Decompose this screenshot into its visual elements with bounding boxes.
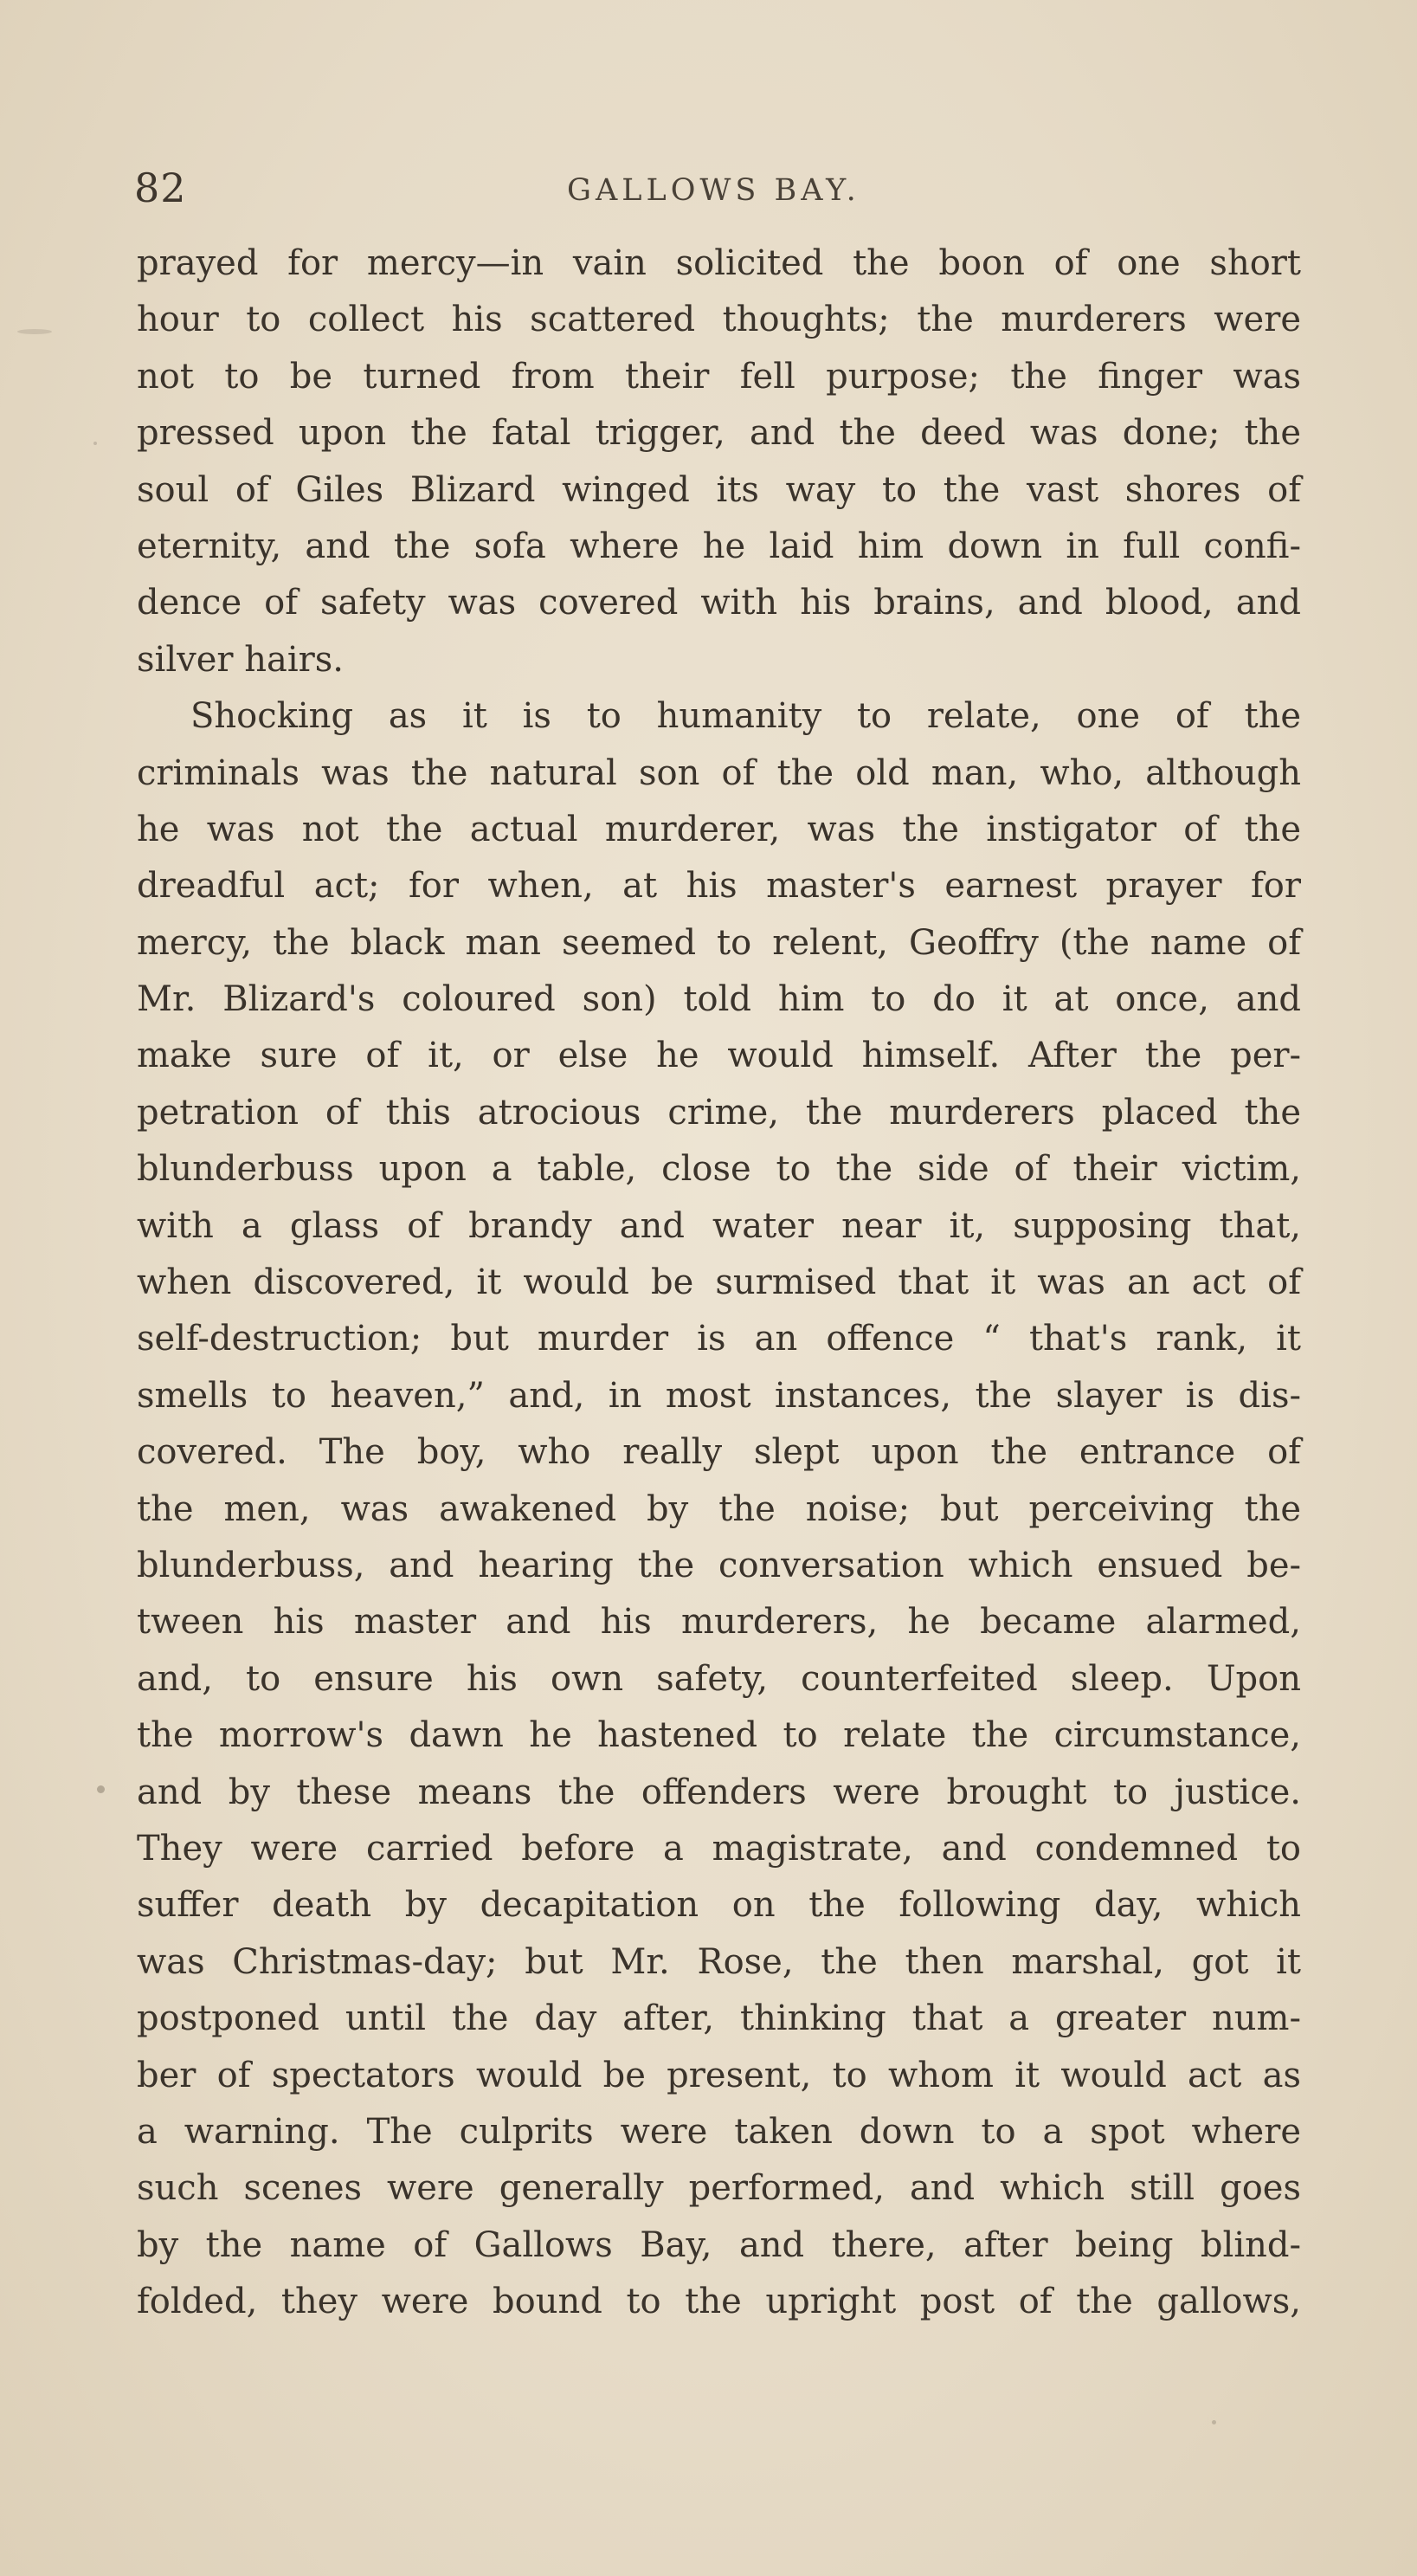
text-line: dreadful act; for when, at his master's earnest prayer for (137, 866, 1301, 907)
ink-speck (1212, 2420, 1216, 2424)
text-line: smells to heaven,” and, in most instances, the slayer is dis- (137, 1375, 1301, 1416)
text-line: suffer death by decapitation on the following day, which (137, 1885, 1301, 1926)
text-line: Shocking as it is to humanity to relate, one of the (190, 696, 1301, 737)
text-line: not to be turned from their fell purpose; the finger was (137, 356, 1301, 397)
text-line: the men, was awakened by the noise; but perceiving the (137, 1488, 1301, 1529)
text-line: the morrow's dawn he hastened to relate the circumstance, (137, 1715, 1301, 1756)
text-line: blunderbuss, and hearing the conversation which ensued be- (137, 1545, 1301, 1585)
text-line: tween his master and his murderers, he became alarmed, (137, 1602, 1301, 1643)
ink-speck (93, 442, 97, 445)
text-line: hour to collect his scattered thoughts; the murderers were (137, 300, 1301, 340)
text-line: postponed until the day after, thinking that a greater num- (137, 1998, 1301, 2039)
text-line: with a glass of brandy and water near it, supposing that, (137, 1205, 1301, 1246)
text-line: They were carried before a magistrate, and condemned to (137, 1828, 1301, 1869)
text-line: was Christmas-day; but Mr. Rose, the then marshal, got it (137, 1941, 1301, 1982)
text-line: and, to ensure his own safety, counterfeited sleep. Upon (137, 1658, 1301, 1699)
text-line: pressed upon the fatal trigger, and the deed was done; the (137, 413, 1301, 454)
text-line: mercy, the black man seemed to relent, Geoffry (the name of (137, 922, 1301, 963)
running-title: GALLOWS BAY. (567, 173, 860, 208)
text-line: criminals was the natural son of the old man, who, although (137, 752, 1301, 793)
text-line: folded, they were bound to the upright post of the gallows, (137, 2282, 1301, 2322)
text-line: soul of Giles Blizard winged its way to the vast shores of (137, 469, 1301, 510)
text-line: covered. The boy, who really slept upon the entrance of (137, 1432, 1301, 1473)
text-line: make sure of it, or else he would himself. After the per- (137, 1036, 1301, 1076)
text-line: petration of this atrocious crime, the murderers placed the (137, 1092, 1301, 1133)
text-line: such scenes were generally performed, and which still goes (137, 2168, 1301, 2209)
ink-speck (97, 1785, 105, 1793)
text-line: silver hairs. (137, 639, 344, 680)
text-line: and by these means the offenders were brought to justice. (137, 1772, 1301, 1812)
page-number: 82 (134, 165, 187, 211)
text-line: a warning. The culprits were taken down to a spot where (137, 2111, 1301, 2152)
ink-speck (17, 329, 52, 334)
text-line: self-destruction; but murder is an offence “ that's rank, it (137, 1319, 1301, 1359)
text-line: by the name of Gallows Bay, and there, after being blind- (137, 2224, 1301, 2265)
text-line: dence of safety was covered with his brains, and blood, and (137, 583, 1301, 623)
page-header (134, 165, 1277, 216)
text-line: eternity, and the sofa where he laid him down in full confi- (137, 526, 1301, 566)
text-line: prayed for mercy—in vain solicited the boon of one short (137, 243, 1301, 283)
text-line: ber of spectators would be present, to whom it would act as (137, 2055, 1301, 2095)
text-line: Mr. Blizard's coloured son) told him to do it at once, and (137, 979, 1301, 1020)
body-text (137, 236, 1301, 2330)
text-line: he was not the actual murderer, was the instigator of the (137, 809, 1301, 849)
text-line: when discovered, it would be surmised that it was an act of (137, 1262, 1301, 1303)
text-line: blunderbuss upon a table, close to the side of their victim, (137, 1149, 1301, 1190)
